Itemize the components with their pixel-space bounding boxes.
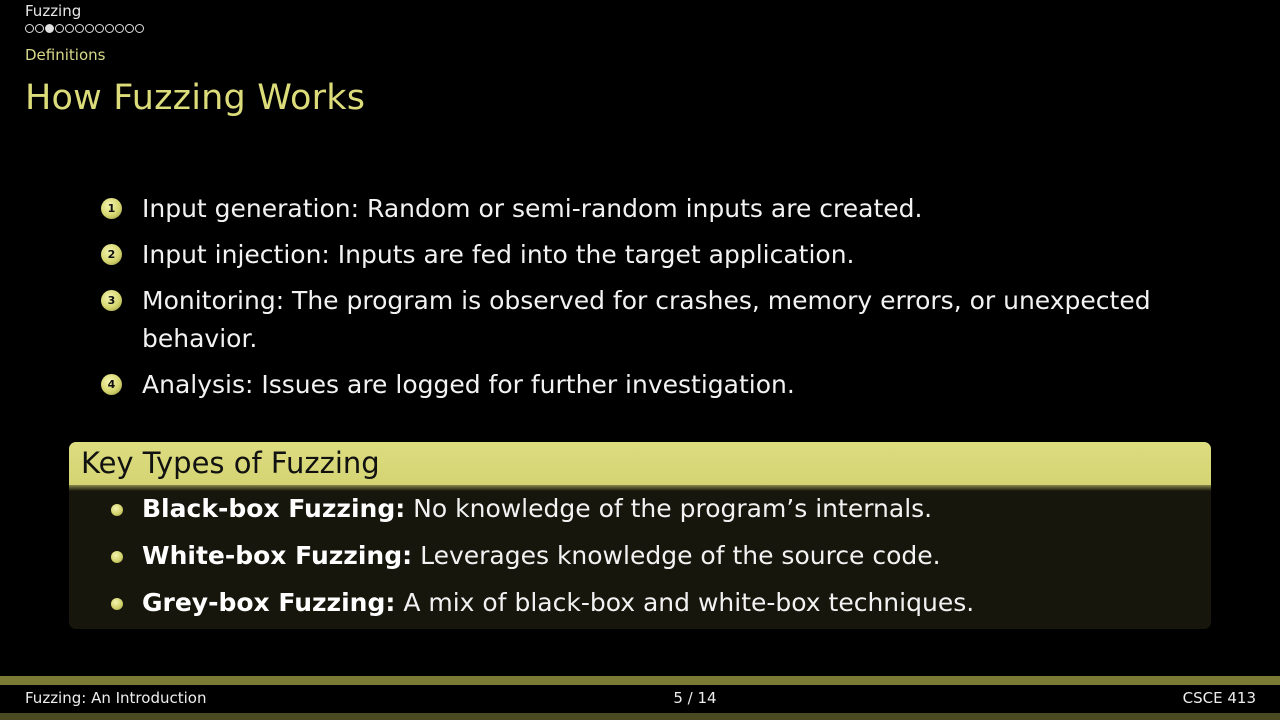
- nav-dot[interactable]: [115, 24, 124, 33]
- nav-dot[interactable]: [65, 24, 74, 33]
- step-item: [100, 190, 1200, 228]
- step-number-badge: 2: [101, 244, 122, 265]
- block-title: Key Types of Fuzzing: [69, 442, 1211, 485]
- fuzzing-type-term: White-box Fuzzing:: [142, 541, 413, 570]
- footer-bottom-band: [0, 713, 1280, 720]
- nav-dot[interactable]: [95, 24, 104, 33]
- step-number-badge: 3: [101, 290, 122, 311]
- step-text: Input injection: Inputs are fed into the target application.: [142, 240, 855, 269]
- list-item: [111, 537, 1191, 575]
- list-item: [111, 584, 1191, 622]
- nav-section-title[interactable]: Fuzzing: [25, 2, 82, 20]
- step-text: Analysis: Issues are logged for further investigation.: [142, 370, 795, 399]
- nav-dot[interactable]: [125, 24, 134, 33]
- step-text: Input generation: Random or semi-random inputs are created.: [142, 194, 923, 223]
- fuzzing-type-description: No knowledge of the program’s internals.: [413, 494, 933, 523]
- steps-list: [100, 190, 1200, 412]
- fuzzing-type-term: Black-box Fuzzing:: [142, 494, 406, 523]
- footer-presentation-title: Fuzzing: An Introduction: [25, 689, 207, 707]
- bullet-icon: [111, 551, 123, 563]
- bullet-icon: [111, 504, 123, 516]
- nav-dot[interactable]: [25, 24, 34, 33]
- fuzzing-types-list: [111, 490, 1191, 629]
- step-number-badge: 1: [101, 198, 122, 219]
- step-text: Monitoring: The program is observed for crashes, memory errors, or unexpected behavior.: [142, 286, 1151, 353]
- bullet-icon: [111, 598, 123, 610]
- nav-dot-current[interactable]: [45, 24, 54, 33]
- nav-dot[interactable]: [135, 24, 144, 33]
- step-number-badge: 4: [101, 374, 122, 395]
- list-item: [111, 490, 1191, 528]
- frame-title: How Fuzzing Works: [25, 78, 366, 118]
- footer-accent-band: [0, 676, 1280, 685]
- fuzzing-type-description: A mix of black-box and white-box techniques.: [403, 588, 975, 617]
- step-item: [100, 366, 1200, 404]
- footer-page-number: 5 / 14: [673, 689, 717, 707]
- nav-section-dots: [25, 24, 144, 36]
- step-item: [100, 236, 1200, 274]
- nav-dot[interactable]: [35, 24, 44, 33]
- footer: [0, 685, 1280, 713]
- footer-course-code: CSCE 413: [1182, 689, 1256, 707]
- nav-subsection-title[interactable]: Definitions: [25, 46, 106, 64]
- key-types-block: [69, 442, 1211, 629]
- nav-dot[interactable]: [75, 24, 84, 33]
- fuzzing-type-term: Grey-box Fuzzing:: [142, 588, 396, 617]
- nav-dot[interactable]: [105, 24, 114, 33]
- nav-dot[interactable]: [85, 24, 94, 33]
- fuzzing-type-description: Leverages knowledge of the source code.: [420, 541, 941, 570]
- nav-dot[interactable]: [55, 24, 64, 33]
- step-item: [100, 282, 1200, 358]
